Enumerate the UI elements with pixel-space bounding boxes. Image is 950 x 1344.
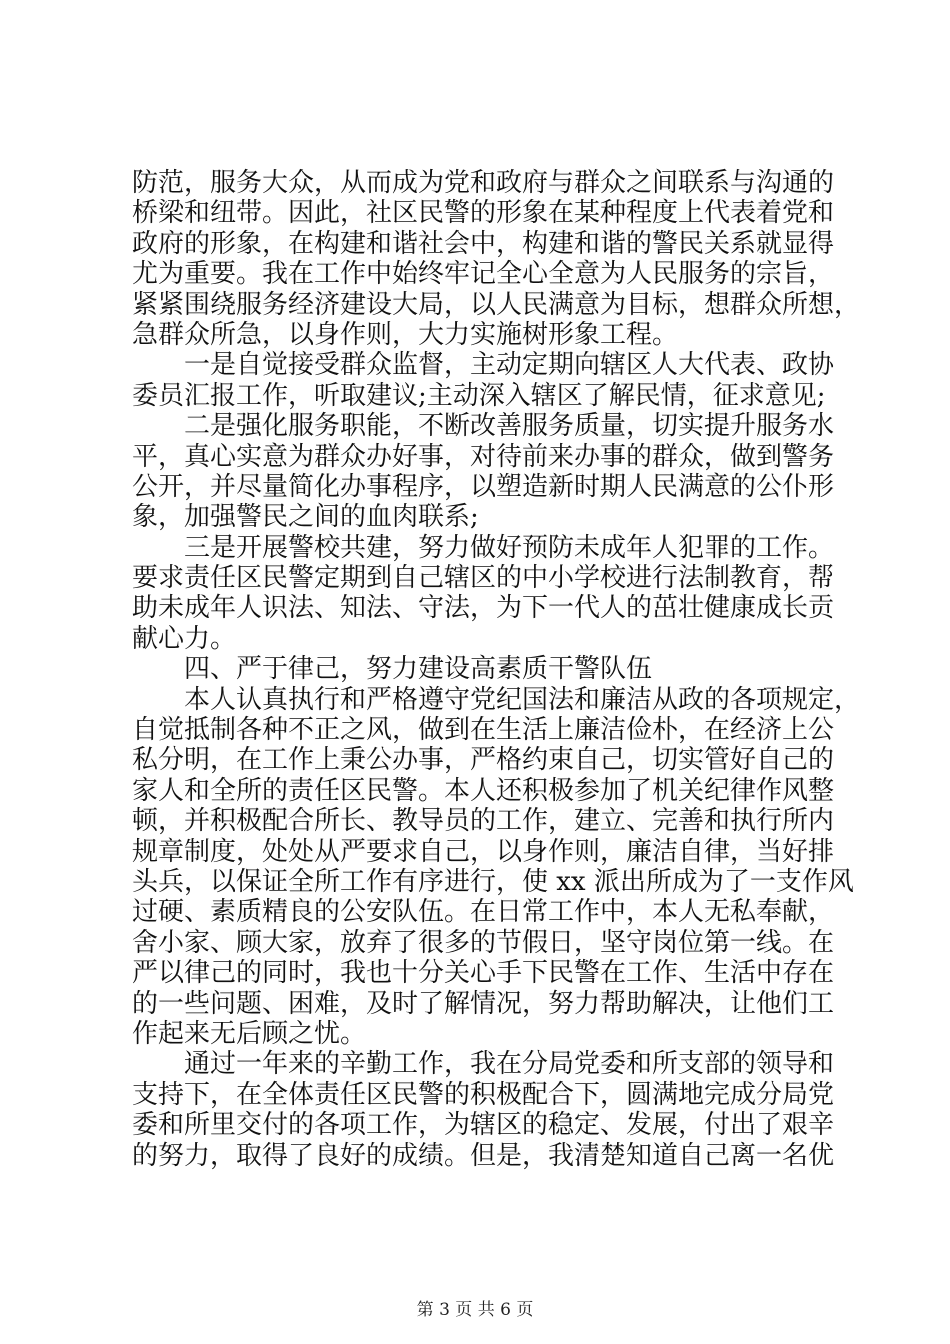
text-line: 防范，服务大众，从而成为党和政府与群众之间联系与沟通的 (132, 168, 835, 198)
text-line: 通过一年来的辛勤工作，我在分局党委和所支部的领导和 (132, 1049, 835, 1080)
text-line: 头兵，以保证全所工作有序进行，使 xx 派出所成为了一支作风 (132, 866, 854, 897)
text-line: 要求责任区民警定期到自己辖区的中小学校进行法制教育，帮 (132, 563, 835, 594)
text-line: 舍小家、顾大家，放弃了很多的节假日，坚守岗位第一线。在 (132, 927, 835, 958)
text-line: 严以律己的同时，我也十分关心手下民警在工作、生活中存在 (132, 958, 835, 989)
text-line: 四、严于律己，努力建设高素质干警队伍 (132, 654, 653, 685)
text-line: 的一些问题、困难，及时了解情况，努力帮助解决，让他们工 (132, 988, 835, 1019)
text-line: 紧紧围绕服务经济建设大局，以人民满意为目标，想群众所想， (132, 289, 861, 320)
page-footer: 第 3 页 共 6 页 (416, 1300, 534, 1320)
text-line: 的努力，取得了良好的成绩。但是，我清楚知道自己离一名优 (132, 1140, 835, 1171)
text-line: 支持下，在全体责任区民警的积极配合下，圆满地完成分局党 (132, 1079, 835, 1110)
text-line: 公开，并尽量简化办事程序，以塑造新时期人民满意的公仆形 (132, 471, 835, 502)
text-line: 尤为重要。我在工作中始终牢记全心全意为人民服务的宗旨， (132, 259, 835, 290)
text-line: 私分明，在工作上秉公办事，严格约束自己，切实管好自己的 (132, 745, 835, 776)
text-line: 三是开展警校共建，努力做好预防未成年人犯罪的工作。 (132, 532, 835, 563)
text-line: 助未成年人识法、知法、守法，为下一代人的茁壮健康成长贡 (132, 593, 835, 624)
text-line: 自觉抵制各种不正之风，做到在生活上廉洁俭朴，在经济上公 (132, 715, 835, 746)
text-line: 平，真心实意为群众办好事，对待前来办事的群众，做到警务 (132, 441, 835, 472)
text-line: 顿，并积极配合所长、教导员的工作，建立、完善和执行所内 (132, 806, 835, 837)
text-line: 委和所里交付的各项工作，为辖区的稳定、发展，付出了艰辛 (132, 1110, 835, 1141)
text-line: 规章制度，处处从严要求自己，以身作则，廉洁自律，当好排 (132, 836, 835, 867)
text-line: 二是强化服务职能，不断改善服务质量，切实提升服务水 (132, 411, 835, 442)
text-line: 本人认真执行和严格遵守党纪国法和廉洁从政的各项规定， (132, 684, 861, 715)
text-line: 家人和全所的责任区民警。本人还积极参加了机关纪律作风整 (132, 775, 835, 806)
document-body (132, 168, 861, 1171)
text-line: 象，加强警民之间的血肉联系; (132, 502, 479, 533)
text-line: 桥梁和纽带。因此，社区民警的形象在某种程度上代表着党和 (132, 198, 835, 229)
text-line: 过硬、素质精良的公安队伍。在日常工作中，本人无私奉献， (132, 897, 835, 928)
text-line: 急群众所急，以身作则，大力实施树形象工程。 (132, 319, 679, 350)
text-line: 作起来无后顾之忧。 (132, 1018, 367, 1049)
text-line: 政府的形象，在构建和谐社会中，构建和谐的警民关系就显得 (132, 228, 835, 259)
text-line: 一是自觉接受群众监督，主动定期向辖区人大代表、政协 (132, 350, 835, 381)
text-line: 委员汇报工作，听取建议;主动深入辖区了解民情，征求意见; (132, 380, 826, 411)
text-line: 献心力。 (132, 623, 237, 654)
